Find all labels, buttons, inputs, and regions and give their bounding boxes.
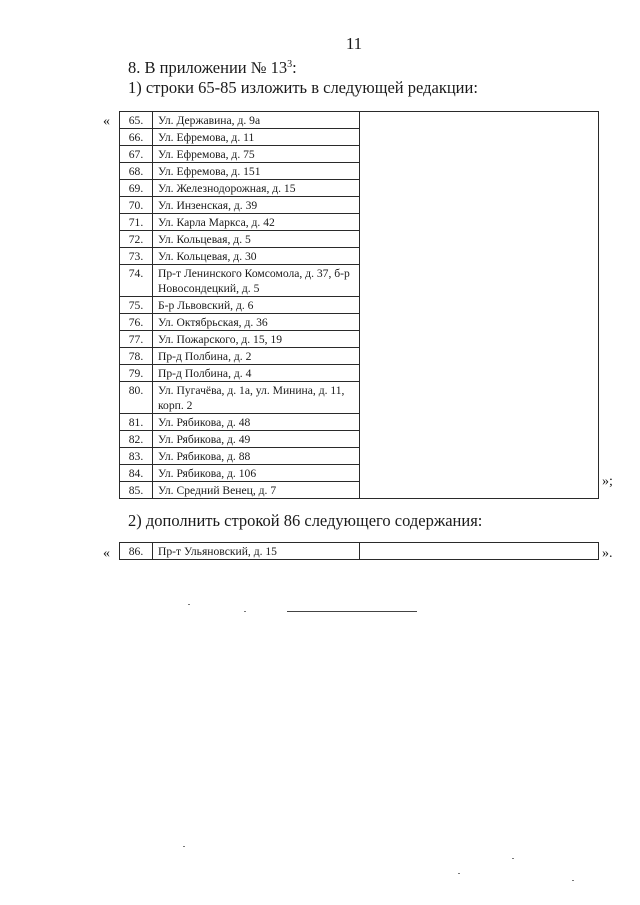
- row-number: 78.: [120, 348, 153, 365]
- row-address: Пр-д Полбина, д. 4: [153, 365, 360, 382]
- row-address: Ул. Октябрьская, д. 36: [153, 314, 360, 331]
- row-address: Ул. Инзенская, д. 39: [153, 197, 360, 214]
- row-address: Ул. Ефремова, д. 75: [153, 146, 360, 163]
- appendix-superscript: 3: [287, 59, 293, 70]
- scan-speck: [512, 858, 514, 859]
- table-row: [120, 112, 599, 129]
- row-address: Ул. Ефремова, д. 151: [153, 163, 360, 180]
- row-number: 85.: [120, 482, 153, 499]
- clause-1-text: 1) строки 65-85 изложить в следующей редакции:: [128, 78, 478, 97]
- row-number: 77.: [120, 331, 153, 348]
- row-address: Ул. Рябикова, д. 49: [153, 431, 360, 448]
- scan-speck: [572, 880, 574, 881]
- row-address: Ул. Рябикова, д. 106: [153, 465, 360, 482]
- row-number: 71.: [120, 214, 153, 231]
- row-number: 65.: [120, 112, 153, 129]
- row-address: Ул. Карла Маркса, д. 42: [153, 214, 360, 231]
- scan-speck: [183, 846, 185, 847]
- amendment-heading-colon: :: [292, 58, 297, 77]
- row-address: Ул. Пугачёва, д. 1а, ул. Минина, д. 11, корп. 2: [153, 382, 360, 414]
- page-number: 11: [345, 34, 363, 53]
- row-number: 83.: [120, 448, 153, 465]
- row-number: 72.: [120, 231, 153, 248]
- row-number: 73.: [120, 248, 153, 265]
- row-address: Ул. Средний Венец, д. 7: [153, 482, 360, 499]
- row-number: 69.: [120, 180, 153, 197]
- row-number: 67.: [120, 146, 153, 163]
- row-number: 75.: [120, 297, 153, 314]
- row-number: 86.: [120, 543, 153, 560]
- row-number: 70.: [120, 197, 153, 214]
- scan-speck: [188, 604, 190, 605]
- row-address: Ул. Державина, д. 9а: [153, 112, 360, 129]
- row-address: Ул. Рябикова, д. 48: [153, 414, 360, 431]
- row-address: Пр-т Ленинского Комсомола, д. 37, б-р Новосондецкий, д. 5: [153, 265, 360, 297]
- row-address: Пр-т Ульяновский, д. 15: [153, 543, 360, 560]
- open-quote-table-2: «: [103, 546, 110, 561]
- row-address: Пр-д Полбина, д. 2: [153, 348, 360, 365]
- row-address: Ул. Кольцевая, д. 30: [153, 248, 360, 265]
- scan-speck: [458, 873, 460, 874]
- row-number: 81.: [120, 414, 153, 431]
- scan-speck: [244, 611, 246, 612]
- row-address: Ул. Ефремова, д. 11: [153, 129, 360, 146]
- row-number: 76.: [120, 314, 153, 331]
- addresses-table-1: [119, 111, 599, 499]
- row-address: Ул. Железнодорожная, д. 15: [153, 180, 360, 197]
- row-number: 79.: [120, 365, 153, 382]
- clause-2-text: 2) дополнить строкой 86 следующего содержания:: [128, 511, 483, 530]
- addresses-table-2: [119, 542, 599, 560]
- amendment-heading: [128, 58, 297, 78]
- empty-column-cell: [360, 112, 599, 499]
- row-number: 82.: [120, 431, 153, 448]
- row-address: Ул. Рябикова, д. 88: [153, 448, 360, 465]
- row-address: Ул. Кольцевая, д. 5: [153, 231, 360, 248]
- row-number: 84.: [120, 465, 153, 482]
- row-number: 80.: [120, 382, 153, 414]
- row-number: 68.: [120, 163, 153, 180]
- amendment-heading-text: 8. В приложении № 13: [128, 58, 288, 77]
- open-quote-table-1: «: [103, 114, 110, 129]
- table-row: [120, 543, 599, 560]
- row-address: Ул. Пожарского, д. 15, 19: [153, 331, 360, 348]
- row-number: 74.: [120, 265, 153, 297]
- empty-column-cell: [360, 543, 599, 560]
- closing-rule: [287, 611, 417, 612]
- close-quote-table-1: »;: [602, 474, 613, 489]
- row-address: Б-р Львовский, д. 6: [153, 297, 360, 314]
- close-quote-table-2: ».: [602, 546, 613, 561]
- row-number: 66.: [120, 129, 153, 146]
